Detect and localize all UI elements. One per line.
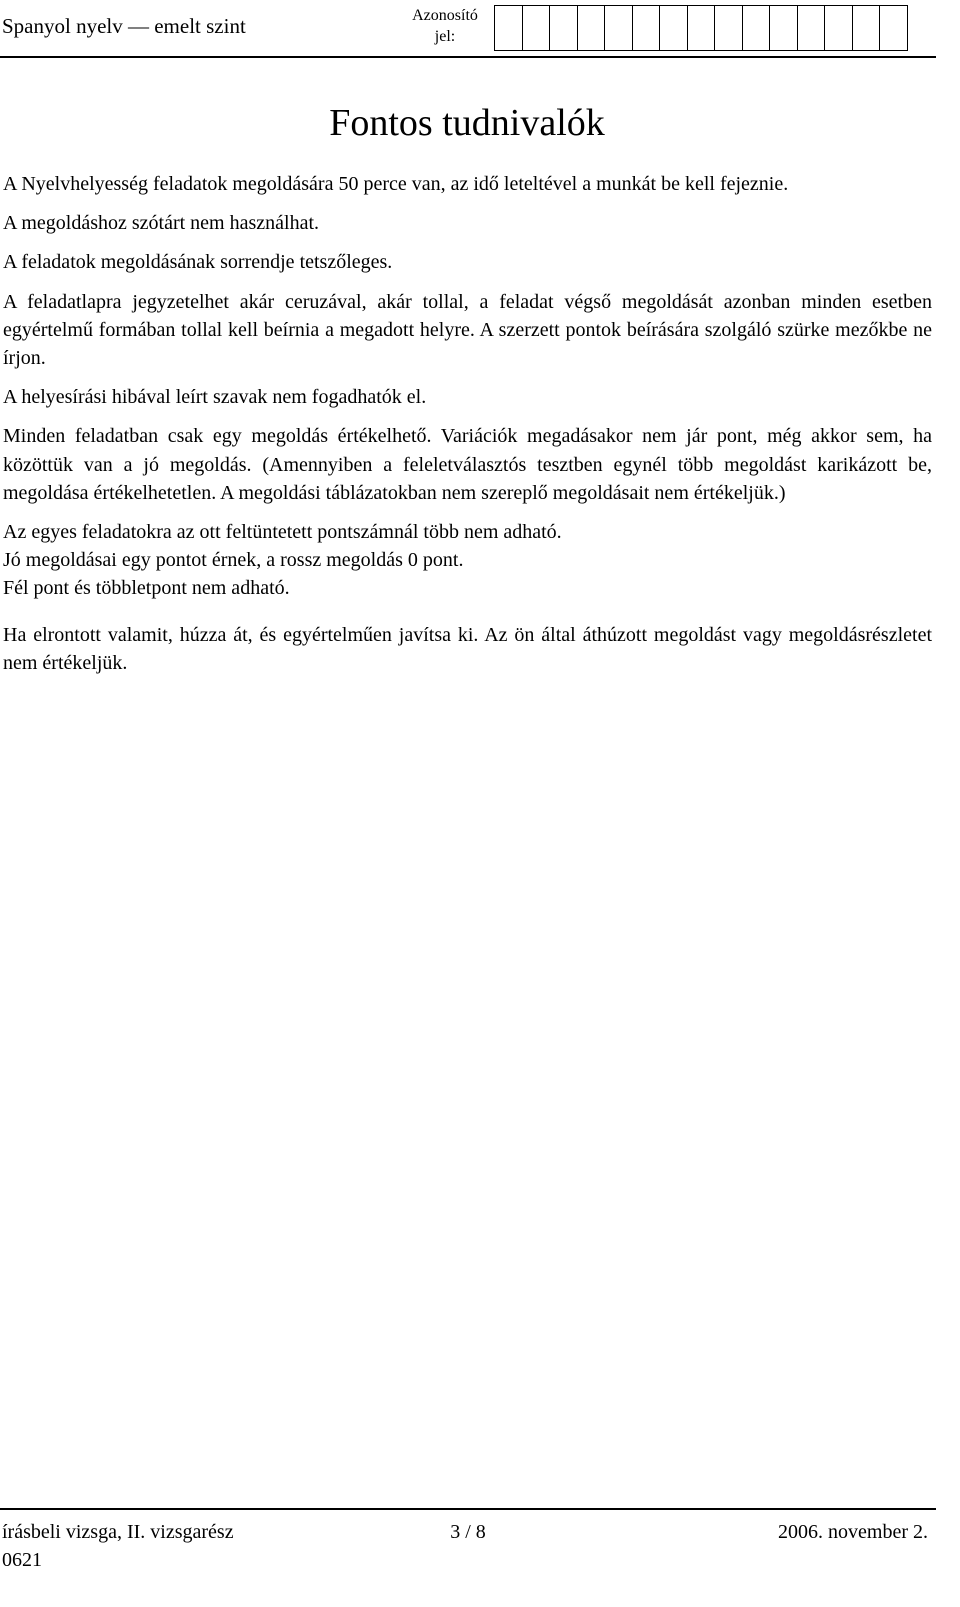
id-label: Azonosító jel: [412,7,478,45]
id-boxes [494,5,908,51]
id-box[interactable] [577,5,606,51]
exam-subject-title: Spanyol nyelv — emelt szint [2,14,246,38]
id-box[interactable] [687,5,716,51]
footer-date: 2006. november 2. [778,1521,928,1543]
id-box[interactable] [824,5,853,51]
id-box[interactable] [879,5,908,51]
paragraph-single-answer: Minden feladatban csak egy megoldás értékelhető. Variációk megadásakor nem jár pont, még akkor sem, ha közöttük van a jó megoldás. (Amennyiben a feleletválasztós tesztben egynél több megoldást karikázott be, megoldása értékelhetetlen. A megoldási táblázatokban nem szereplő megoldásait nem értékeljük.) [3,425,932,504]
id-box[interactable] [714,5,743,51]
paragraph-time-limit: A Nyelvhelyesség feladatok megoldására 50 perce van, az idő leteltével a munkát be kell fejeznie. [3,173,789,195]
id-box[interactable] [549,5,578,51]
id-box[interactable] [522,5,551,51]
paragraph-scoring: Jó megoldásai egy pontot érnek, a rossz megoldás 0 pont. [3,549,464,572]
paragraph-max-points: Az egyes feladatokra az ott feltüntetett pontszámnál több nem adható. [3,521,562,544]
footer-divider [0,1508,936,1510]
footer-exam-part: írásbeli vizsga, II. vizsgarész [2,1521,234,1543]
id-box[interactable] [659,5,688,51]
id-box[interactable] [604,5,633,51]
id-box[interactable] [494,5,523,51]
paragraph-writing-rules: A feladatlapra jegyzetelhet akár ceruzával, akár tollal, a feladat végső megoldását azonban minden esetben egyértelmű formában tollal kell beírnia a megadott helyre. A szerzett pontok beírására szolgáló szürke mezőkbe ne írjon. [3,290,932,370]
paragraph-corrections: Ha elrontott valamit, húzza át, és egyértelműen javítsa ki. Az ön által áthúzott megoldást vagy megoldásrészletet nem értékeljük. [3,623,932,674]
id-box[interactable] [797,5,826,51]
footer-code: 0621 [2,1549,42,1571]
id-box[interactable] [742,5,771,51]
paragraph-no-half-points: Fél pont és többletpont nem adható. [3,577,290,600]
footer-page-number: 3 / 8 [450,1521,486,1543]
instructions-body [3,170,932,677]
paragraph-spelling: A helyesírási hibával leírt szavak nem fogadhatók el. [3,386,427,409]
page-title: Fontos tudnivalók [329,102,605,144]
header-divider [0,56,936,58]
id-box[interactable] [852,5,881,51]
paragraph-no-dictionary: A megoldáshoz szótárt nem használhat. [3,212,320,235]
id-box[interactable] [769,5,798,51]
paragraph-order: A feladatok megoldásának sorrendje tetszőleges. [3,251,393,274]
id-box[interactable] [632,5,661,51]
page-header [0,0,960,58]
